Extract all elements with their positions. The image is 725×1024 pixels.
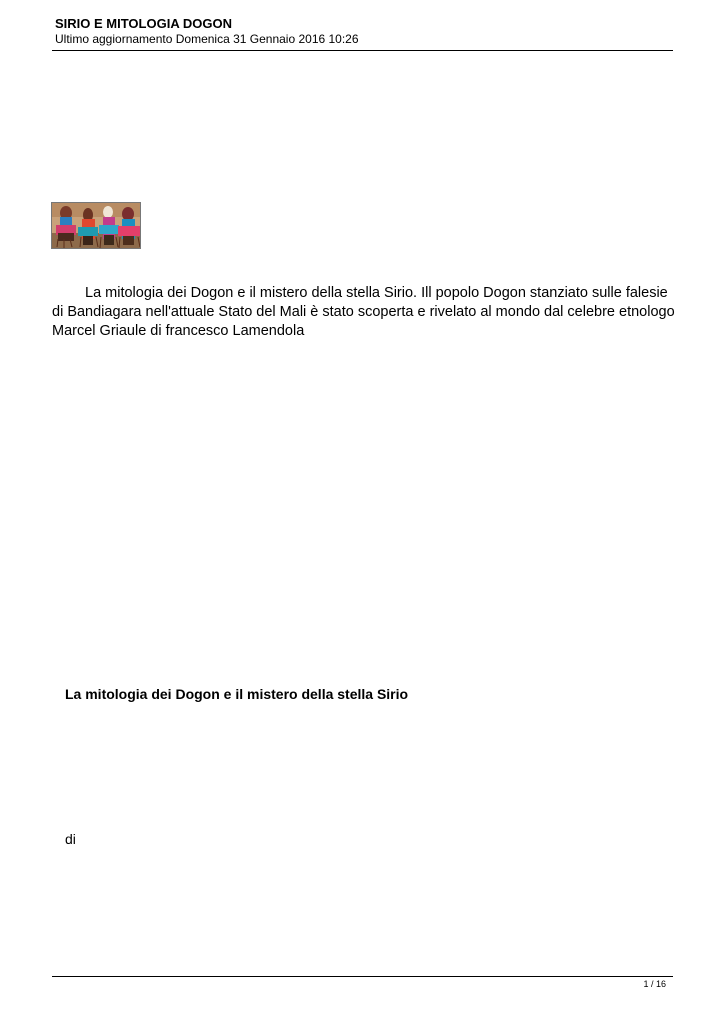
- document-title: SIRIO E MITOLOGIA DOGON: [55, 16, 232, 31]
- article-heading: La mitologia dei Dogon e il mistero della stella Sirio: [65, 686, 409, 702]
- article-thumbnail-image: [51, 202, 141, 249]
- intro-paragraph: [52, 284, 677, 341]
- intro-text: La mitologia dei Dogon e il mistero della stella Sirio. Ill popolo Dogon stanziato sulle falesie di Bandiagara nell'attuale Stato del Mali è stato scoperta e rivelato al mondo dal celebre etnologo Marcel Griaule di francesco Lamendola: [52, 285, 675, 339]
- article-byline: di: [65, 831, 76, 847]
- page-number: 1 / 16: [643, 979, 666, 989]
- footer-divider: [52, 976, 673, 977]
- last-updated: Ultimo aggiornamento Domenica 31 Gennaio 2016 10:26: [55, 32, 359, 46]
- header-divider: [52, 50, 673, 51]
- dogon-dancers-photo-icon: [52, 203, 141, 249]
